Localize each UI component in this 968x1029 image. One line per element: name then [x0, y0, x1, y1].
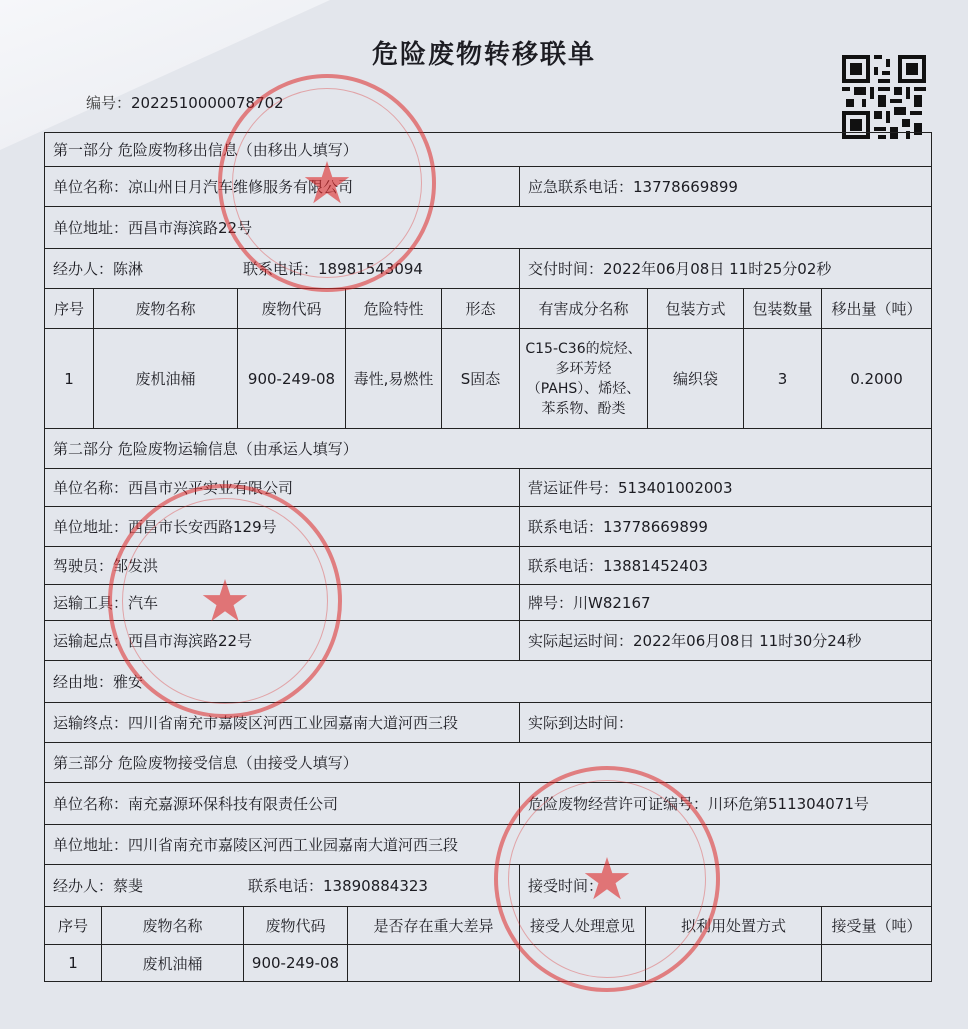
part2-driver-phone: 联系电话：13881452403 [519, 547, 931, 584]
part1-td-quantity: 3 [743, 329, 821, 428]
star-icon: ★ [199, 567, 251, 635]
part1-td-components: C15-C36的烷烃、多环芳烃（PAHS）、烯烃、苯系物、酚类 [519, 329, 647, 428]
part3-receive-time: 接受时间： [519, 865, 931, 906]
doc-number-label: 编号： [86, 94, 132, 112]
part1-td-waste-code: 900-249-08 [237, 329, 345, 428]
part1-th-components: 有害成分名称 [519, 289, 647, 328]
part3-permit-no: 危险废物经营许可证编号：川环危第511304071号 [519, 783, 931, 824]
part1-th-waste-code: 废物代码 [237, 289, 345, 328]
part2-origin-row [45, 621, 931, 661]
part3-unit-address: 单位地址：四川省南充市嘉陵区河西工业园嘉南大道河西三段 [53, 836, 459, 854]
part2-unit-row [45, 469, 931, 507]
part1-handler: 经办人：陈淋 [53, 260, 144, 278]
part3-th-disposal: 拟利用处置方式 [645, 907, 821, 944]
qr-code-icon [842, 55, 926, 139]
part2-header: 第二部分 危险废物运输信息（由承运人填写） [53, 440, 358, 458]
part3-th-seq: 序号 [57, 917, 88, 935]
star-icon: ★ [301, 149, 353, 217]
part3-unit-row [45, 783, 931, 825]
part3-th-opinion: 接受人处理意见 [519, 907, 645, 944]
part1-td-packaging: 编织袋 [647, 329, 743, 428]
part3-unit-name: 单位名称：南充嘉源环保科技有限责任公司 [53, 795, 339, 813]
part3-th-received-amount: 接受量（吨） [821, 907, 931, 944]
part2-depart-time: 实际起运时间：2022年06月08日 11时30分24秒 [519, 621, 931, 660]
part2-vehicle-row [45, 585, 931, 621]
part1-th-waste-name: 废物名称 [93, 289, 237, 328]
star-icon: ★ [581, 845, 633, 913]
part3-th-waste-code: 废物代码 [243, 907, 347, 944]
part1-td-seq: 1 [64, 369, 74, 388]
part1-th-amount: 移出量（吨） [821, 289, 931, 328]
part3-td-waste-code: 900-249-08 [243, 945, 347, 981]
part3-header: 第三部分 危险废物接受信息（由接受人填写） [53, 754, 358, 772]
part2-unit-name: 单位名称：西昌市兴平实业有限公司 [53, 479, 294, 497]
part2-via-row [45, 661, 931, 703]
part2-header-row [45, 429, 931, 469]
part1-th-packaging: 包装方式 [647, 289, 743, 328]
part2-driver-row [45, 547, 931, 585]
part1-td-amount: 0.2000 [821, 329, 931, 428]
part3-contact-phone: 联系电话：13890884323 [248, 877, 428, 895]
part2-vehicle: 运输工具：汽车 [53, 594, 159, 612]
part3-td-waste-name: 废机油桶 [101, 945, 243, 981]
part1-th-form: 形态 [441, 289, 519, 328]
part2-destination-row [45, 703, 931, 743]
part3-table-header-row [45, 907, 931, 945]
part2-license-no: 营运证件号：513401002003 [519, 469, 931, 506]
part2-origin: 运输起点：西昌市海滨路22号 [53, 632, 253, 650]
part1-td-hazard: 毒性,易燃性 [345, 329, 441, 428]
part1-emergency-phone: 应急联系电话：13778669899 [519, 167, 931, 206]
part1-handler-row [45, 249, 931, 289]
part1-unit-address: 单位地址：西昌市海滨路22号 [53, 219, 253, 237]
part1-header-row [45, 133, 931, 167]
transfer-form-table [44, 132, 932, 982]
part3-td-opinion [519, 945, 645, 981]
part3-header-row [45, 743, 931, 783]
part1-unit-name: 单位名称：凉山州日月汽车维修服务有限公司 [53, 178, 354, 196]
part1-th-quantity: 包装数量 [743, 289, 821, 328]
part1-handler-cell [45, 249, 519, 288]
part1-contact-phone: 联系电话：18981543094 [243, 260, 423, 278]
part3-address-row [45, 825, 931, 865]
part1-td-waste-name: 废机油桶 [93, 329, 237, 428]
part1-th-hazard: 危险特性 [345, 289, 441, 328]
part1-address-row [45, 207, 931, 249]
page-title: 危险废物转移联单 [371, 40, 596, 70]
part2-destination: 运输终点：四川省南充市嘉陵区河西工业园嘉南大道河西三段 [53, 714, 459, 732]
part2-plate: 牌号：川W82167 [519, 585, 931, 620]
part2-arrive-time: 实际到达时间： [519, 703, 931, 742]
part3-handler-row [45, 865, 931, 907]
part1-delivery-time: 交付时间：2022年06月08日 11时25分02秒 [519, 249, 931, 288]
part1-table-header-row [45, 289, 931, 329]
part3-th-waste-name: 废物名称 [101, 907, 243, 944]
doc-number-value: 2022510000078702 [131, 94, 284, 112]
part1-td-form: S固态 [441, 329, 519, 428]
part3-handler: 经办人：蔡斐 [53, 877, 144, 895]
table-row [45, 945, 931, 981]
part1-unit-row [45, 167, 931, 207]
part2-contact-phone: 联系电话：13778669899 [519, 507, 931, 546]
part3-td-disposal [645, 945, 821, 981]
part2-unit-address: 单位地址：西昌市长安西路129号 [53, 518, 277, 536]
part3-td-received-amount [821, 945, 931, 981]
part3-th-difference: 是否存在重大差异 [347, 907, 519, 944]
part3-handler-cell [45, 865, 519, 906]
doc-number [86, 92, 284, 113]
part2-address-row [45, 507, 931, 547]
part2-via: 经由地：雅安 [53, 673, 144, 691]
part1-header: 第一部分 危险废物移出信息（由移出人填写） [53, 141, 358, 159]
part3-td-difference [347, 945, 519, 981]
table-row [45, 329, 931, 429]
part1-th-seq: 序号 [53, 300, 84, 318]
part3-td-seq: 1 [68, 954, 78, 972]
part2-driver: 驾驶员：邹发洪 [53, 557, 159, 575]
